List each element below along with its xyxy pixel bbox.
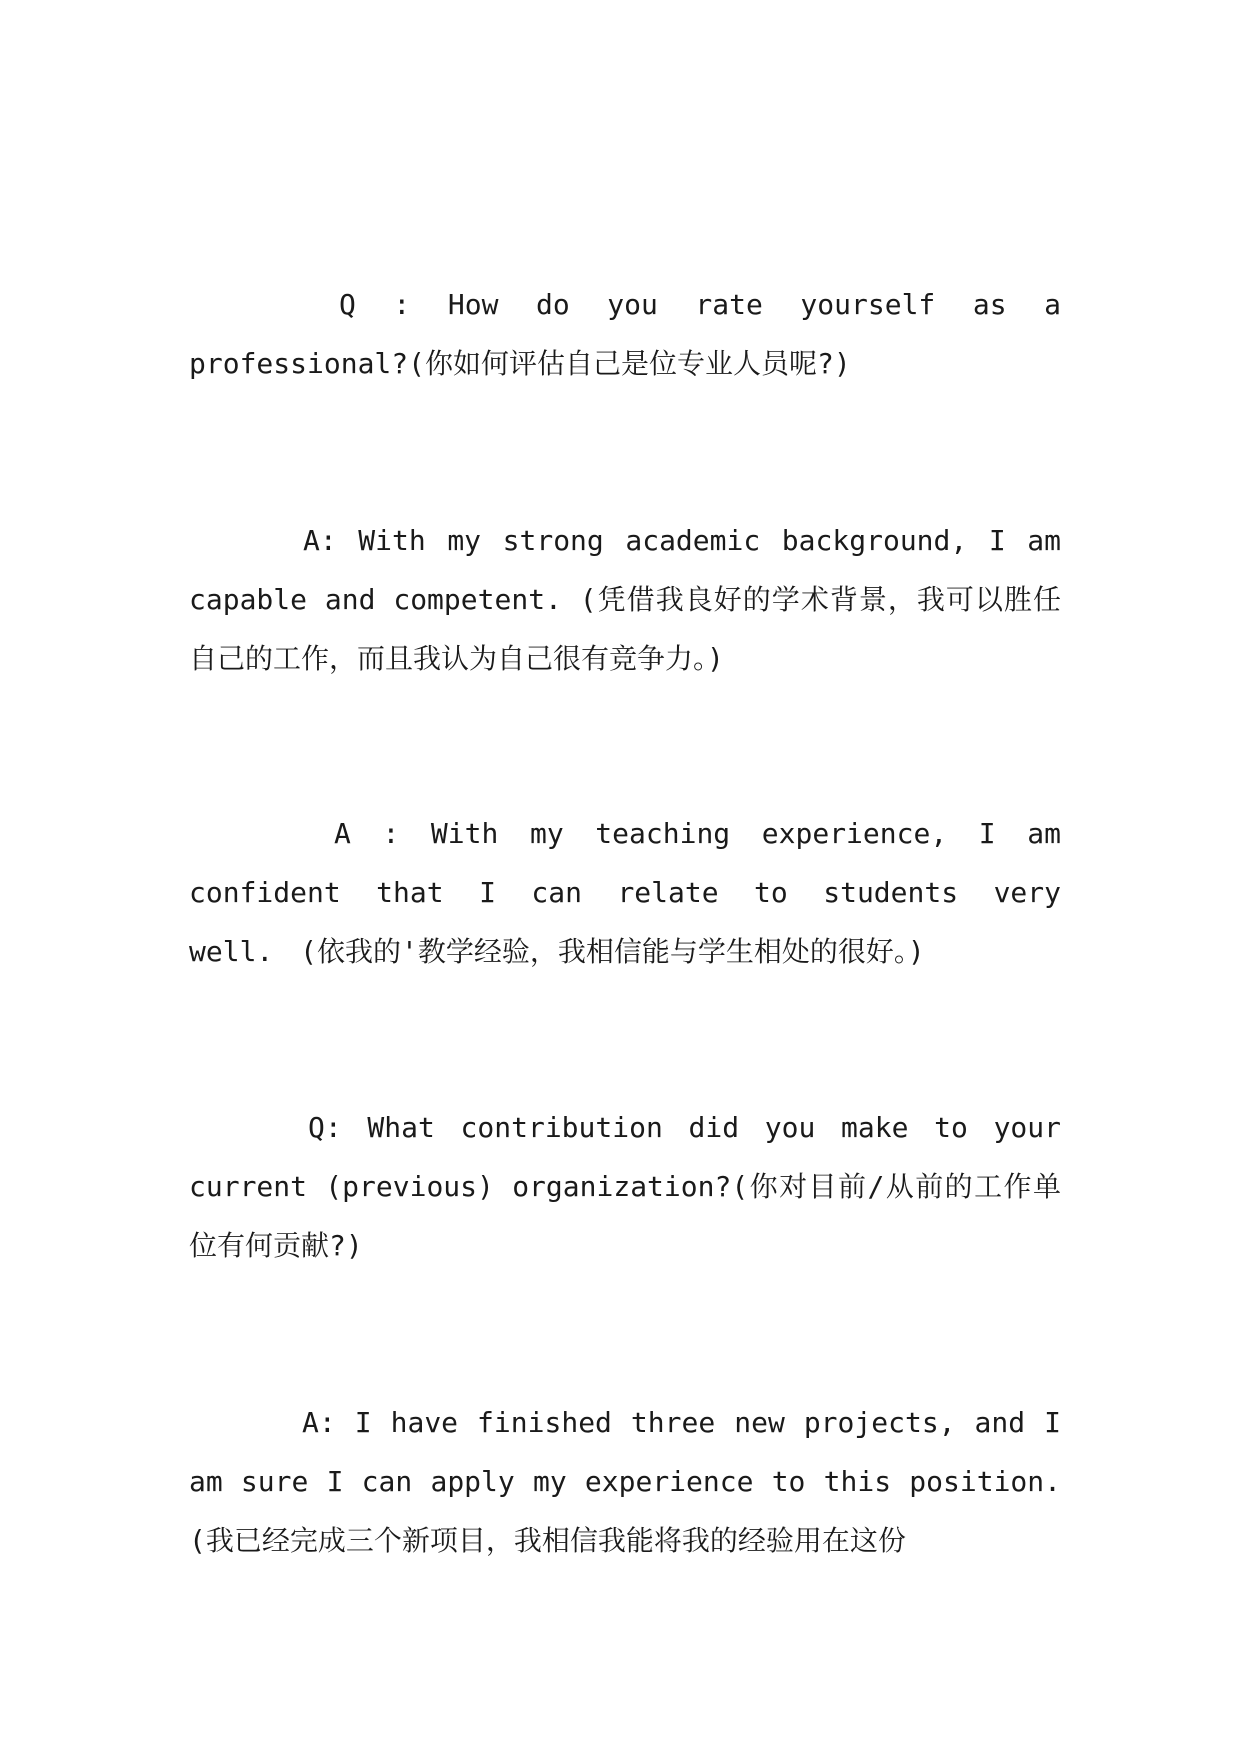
question-contribution: Q: What contribution did you make to your current (previous) organization?(你对目前/从前的工作单位有何贡献?) — [189, 1111, 1061, 1262]
answer-academic-background: A: With my strong academic background, I am capable and competent. (凭借我良好的学术背景，我可以胜任自己的工作，而且我认为自己很有竞争力。) — [189, 524, 1061, 675]
answer-teaching-experience: A : With my teaching experience, I am confident that I can relate to students very well. (依我的'教学经验，我相信能与学生相处的很好。) — [189, 817, 1061, 968]
question-rate-yourself: Q : How do you rate yourself as a professional?(你如何评估自己是位专业人员呢?) — [189, 288, 1061, 380]
answer-new-projects: A: I have finished three new projects, and I am sure I can apply my experience to this position. (我已经完成三个新项目，我相信我能将我的经验用在这份 — [189, 1406, 1061, 1557]
